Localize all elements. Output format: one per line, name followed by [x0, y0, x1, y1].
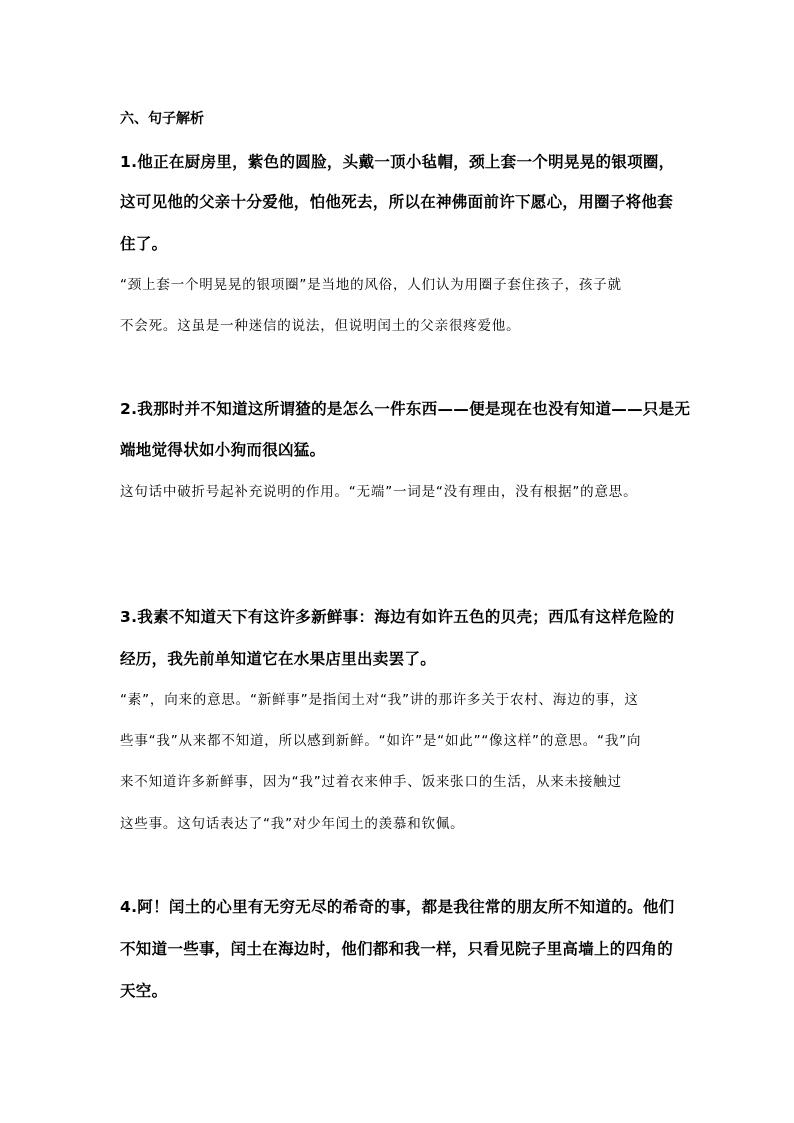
sentence-3-note-line-1: “素”，向来的意思。“新鲜事”是指闰土对“我”讲的那许多关于农村、海边的事，这 [120, 692, 639, 708]
sentence-4-line-3: 天空。 [120, 982, 168, 1000]
sentence-1-line-1: 1.他正在厨房里，紫色的圆脸，头戴一顶小毡帽，颈上套一个明晃晃的银项圈， [120, 153, 675, 171]
sentence-3-note-line-3: 来不知道许多新鲜事，因为“我”过着衣来伸手、饭来张口的生活，从来未接触过 [120, 774, 622, 790]
sentence-2-line-2: 端地觉得状如小狗而很凶猛。 [120, 441, 326, 459]
sentence-3-line-2: 经历，我先前单知道它在水果店里出卖罢了。 [120, 650, 437, 668]
sentence-2-note-line-1: 这句话中破折号起补充说明的作用。“无端”一词是“没有理由，没有根据”的意思。 [120, 484, 638, 500]
sentence-4-line-2: 不知道一些事，闰土在海边时，他们都和我一样，只看见院子里高墙上的四角的 [120, 940, 674, 958]
sentence-2-line-1: 2.我那时并不知道这所谓猹的是怎么一件东西——便是现在也没有知道——只是无 [120, 400, 691, 418]
sentence-1-line-3: 住了。 [120, 235, 168, 253]
sentence-3-note-line-2: 些事“我”从来都不知道，所以感到新鲜。“如许”是“如此”“像这样”的意思。“我”向 [120, 733, 642, 749]
section-heading: 六、句子解析 [120, 111, 204, 127]
sentence-1-line-2: 这可见他的父亲十分爱他，怕他死去，所以在神佛面前许下愿心，用圈子将他套 [120, 193, 674, 211]
sentence-1-note-line-1: “颈上套一个明晃晃的银项圈”是当地的风俗，人们认为用圈子套住孩子，孩子就 [120, 277, 622, 293]
sentence-4-line-1: 4.阿！闰土的心里有无穷无尽的希奇的事，都是我往常的朋友所不知道的。他们 [120, 898, 675, 916]
sentence-3-line-1: 3.我素不知道天下有这许多新鲜事：海边有如许五色的贝壳；西瓜有这样危险的 [120, 608, 675, 626]
sentence-1-note-line-2: 不会死。这虽是一种迷信的说法，但说明闰土的父亲很疼爱他。 [120, 318, 521, 334]
sentence-3-note-line-4: 这些事。这句话表达了“我”对少年闰土的羡慕和钦佩。 [120, 816, 465, 832]
